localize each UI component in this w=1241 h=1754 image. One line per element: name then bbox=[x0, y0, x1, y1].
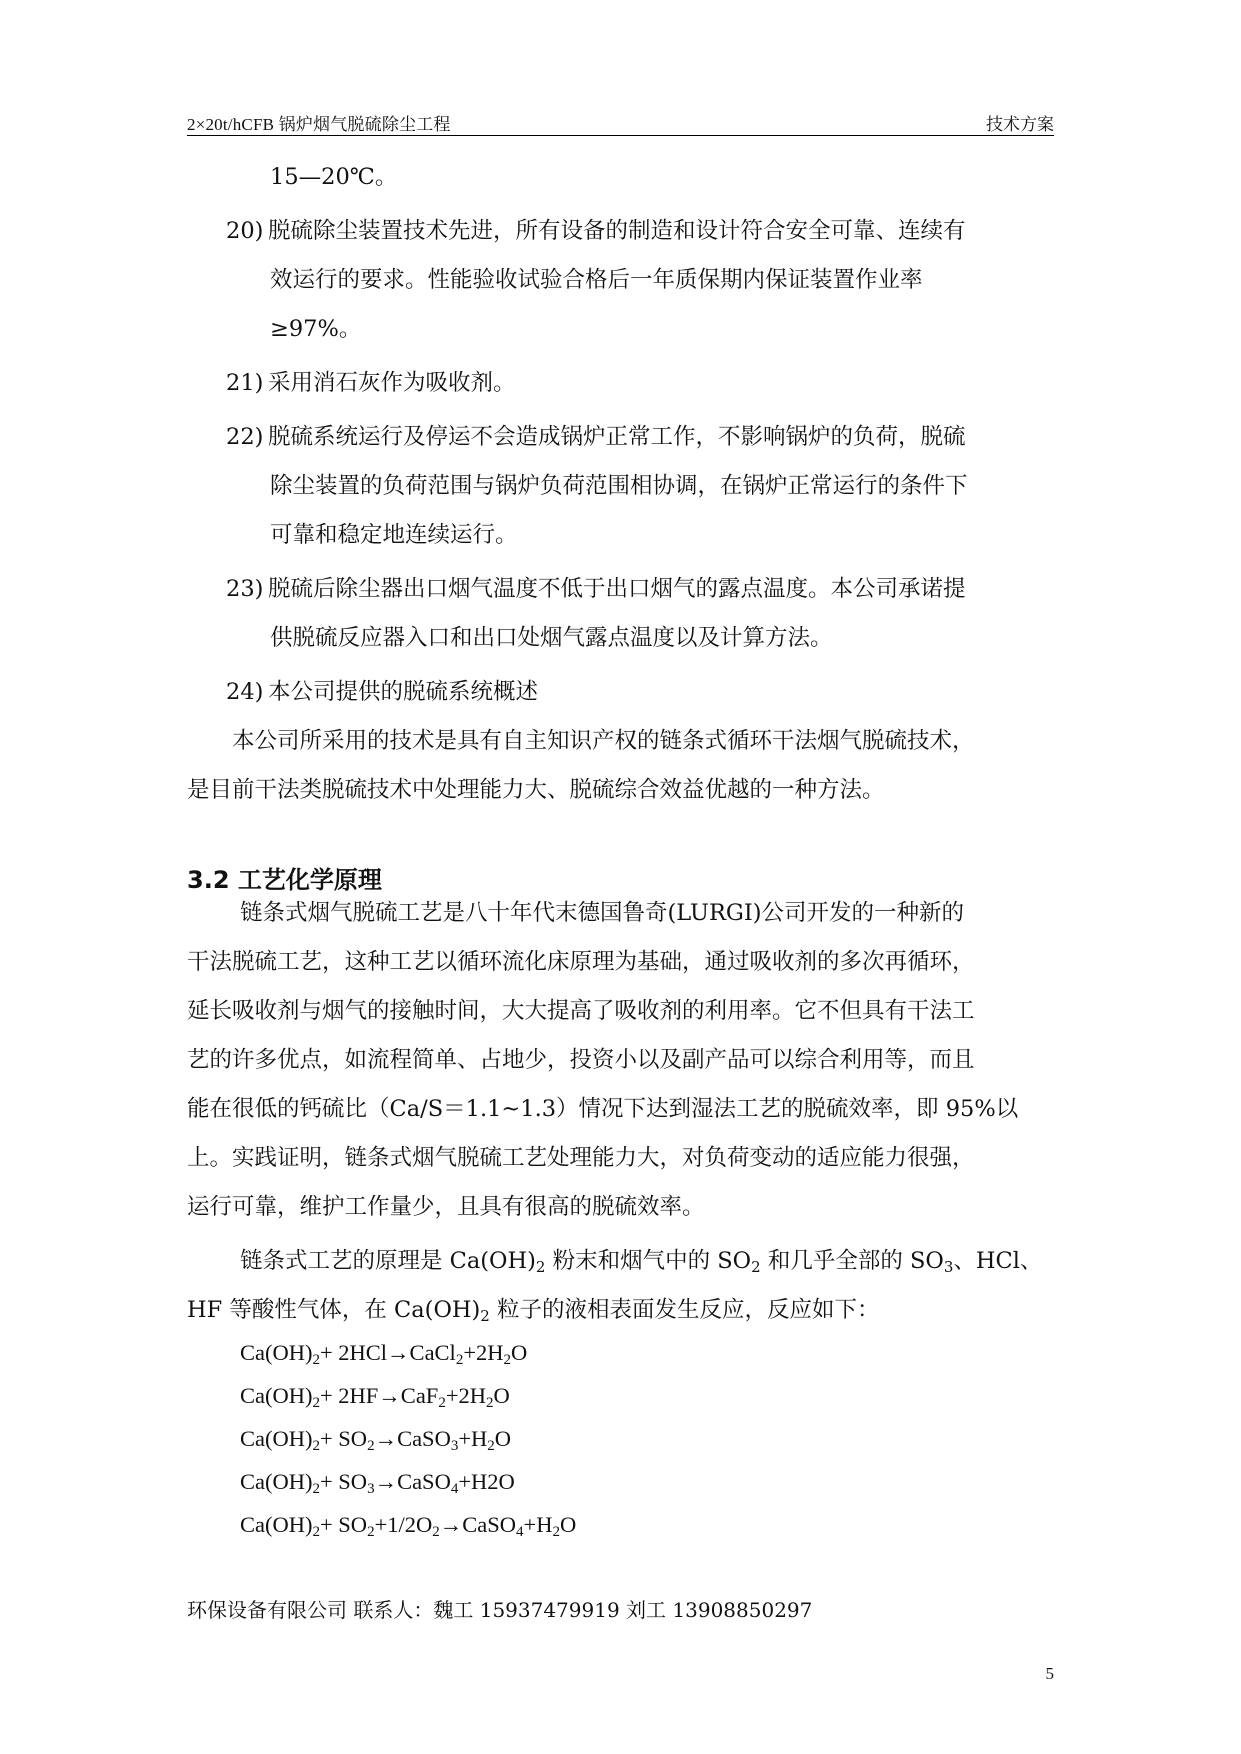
text-line: 脱硫除尘装置技术先进，所有设备的制造和设计符合安全可靠、连续有 bbox=[268, 218, 966, 244]
text-line: 运行可靠，维护工作量少，且具有很高的脱硫效率。 bbox=[187, 1194, 705, 1220]
text-line: 本公司所采用的技术是具有自主知识产权的链条式循环干法烟气脱硫技术， bbox=[232, 728, 975, 754]
equation: $Ca(OH)_2+$ $SO_2+1/2O_2\to CaSO_4+H_2O$ bbox=[240, 1512, 577, 1540]
text-line: 本公司提供的脱硫系统概述 bbox=[268, 679, 539, 705]
text-line: 艺的许多优点，如流程简单、占地少，投资小以及副产品可以综合利用等，而且 bbox=[187, 1047, 975, 1073]
text-line: 上。实践证明，链条式烟气脱硫工艺处理能力大，对负荷变动的适应能力很强， bbox=[187, 1145, 975, 1171]
equation: $Ca(OH)_2+ 2HF\to CaF_2+2H_2O$ bbox=[240, 1383, 510, 1411]
text-line: 除尘装置的负荷范围与锅炉负荷范围相协调，在锅炉正常运行的条件下 bbox=[270, 473, 968, 499]
text-line: 是目前干法类脱硫技术中处理能力大、脱硫综合效益优越的一种方法。 bbox=[187, 777, 885, 803]
section-heading: 3.2 工艺化学原理 bbox=[187, 866, 382, 894]
text-line: ≥97%。 bbox=[270, 316, 362, 342]
list-number: 20) bbox=[226, 218, 264, 244]
header-title: 2×20t/hCFB 锅炉烟气脱硫除尘工程 bbox=[187, 115, 451, 134]
text-line: 供脱硫反应器入口和出口处烟气露点温度以及计算方法。 bbox=[270, 625, 833, 651]
equation: $Ca(OH)_2+$ $SO_3\to CaSO_4+H2O$ bbox=[240, 1469, 515, 1497]
list-number: 23) bbox=[226, 576, 264, 602]
text-line: 链条式烟气脱硫工艺是八十年代末德国鲁奇(LURGI)公司开发的一种新的 bbox=[240, 900, 965, 926]
list-item-20 bbox=[226, 220, 966, 243]
text-line: 能在很低的钙硫比（Ca/S＝1.1~1.3）情况下达到湿法工艺的脱硫效率，即 95%以 bbox=[187, 1096, 1019, 1122]
equation: $Ca(OH)_2+$ $SO_2\to CaSO_3+H_2O$ bbox=[240, 1426, 512, 1454]
list-item-23 bbox=[226, 578, 966, 601]
text-line: 脱硫后除尘器出口烟气温度不低于出口烟气的露点温度。本公司承诺提 bbox=[268, 576, 966, 602]
text-line: 脱硫系统运行及停运不会造成锅炉正常工作，不影响锅炉的负荷，脱硫 bbox=[268, 424, 966, 450]
header-doc-type: 技术方案 bbox=[986, 115, 1054, 135]
text-line: 可靠和稳定地连续运行。 bbox=[270, 522, 518, 548]
header-divider bbox=[187, 135, 1054, 136]
page-number: 5 bbox=[1045, 1664, 1054, 1683]
list-number: 21) bbox=[226, 370, 264, 396]
text-line: 效运行的要求。性能验收试验合格后一年质保期内保证装置作业率 bbox=[270, 267, 923, 293]
text-line: 15—20℃。 bbox=[270, 164, 398, 190]
list-item-22 bbox=[226, 426, 966, 449]
list-item-21 bbox=[226, 372, 516, 395]
list-item-24 bbox=[226, 681, 538, 704]
text-line: HF 等酸性气体，在 $Ca(OH)_2$ 粒子的液相表面发生反应，反应如下： bbox=[187, 1297, 880, 1325]
text-line: 采用消石灰作为吸收剂。 bbox=[268, 370, 516, 396]
text-line: 干法脱硫工艺，这种工艺以循环流化床原理为基础，通过吸收剂的多次再循环， bbox=[187, 949, 975, 975]
footer-contact: 环保设备有限公司 联系人：魏工 15937479919 刘工 13908850297 bbox=[187, 1598, 813, 1622]
list-number: 24) bbox=[226, 679, 264, 705]
list-number: 22) bbox=[226, 424, 264, 450]
equation: $Ca(OH)_2+$ $2HCl\to CaCl_2+2H_2O$ bbox=[240, 1340, 528, 1368]
text-line: 链条式工艺的原理是 $Ca(OH)_2$ 粉末和烟气中的 $SO_2$ 和几乎全部的 $SO_3$、HCl、 bbox=[240, 1248, 1043, 1276]
text-line: 延长吸收剂与烟气的接触时间，大大提高了吸收剂的利用率。它不但具有干法工 bbox=[187, 998, 975, 1024]
